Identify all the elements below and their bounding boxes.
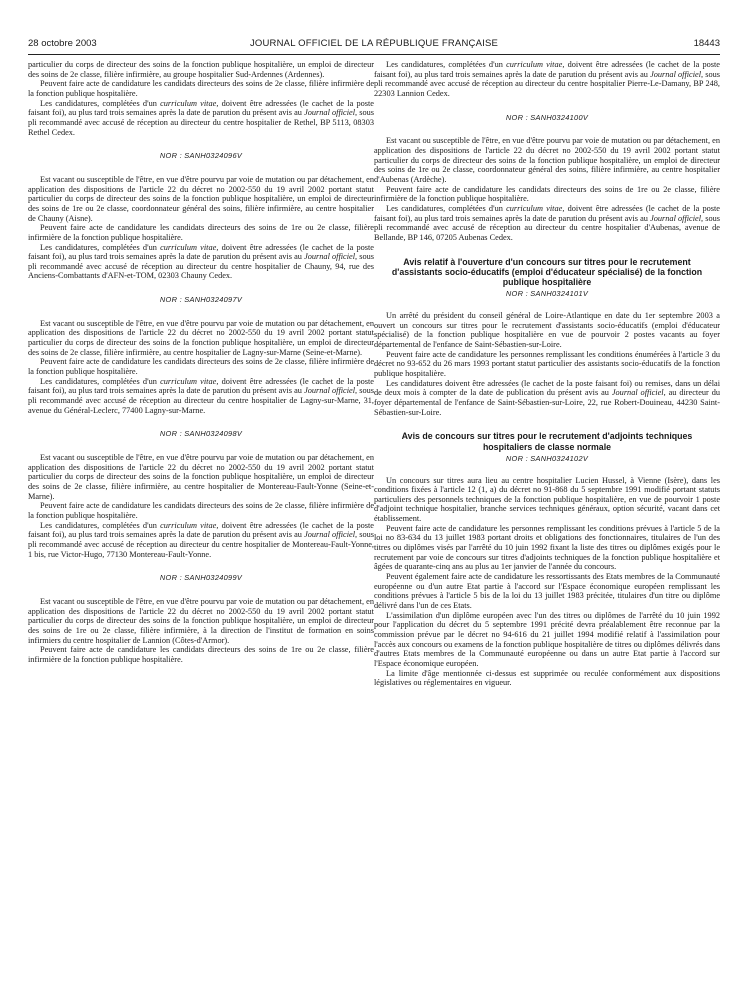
left-column	[28, 60, 374, 664]
notice-heading: Avis relatif à l'ouverture d'un concours sur titres pour le recrutement d'assistants socio-éducatifs (emploi d'éducateur spécialisé) de la fonction publique hospitalière	[391, 256, 703, 288]
nor-reference: NOR : SANH0324097V	[159, 295, 243, 305]
nor-reference: NOR : SANH0324099V	[159, 573, 243, 583]
paragraph: Les candidatures, complétées d'un curriculum vitae, doivent être adressées (le cachet de la poste faisant foi), au plus tard trois semaines après la date de parution du présent avis au Journal officiel, sous pli recommandé avec accusé de réception au directeur du centre hospitalier d'Aubenas, avenue de Bellande, BP 146, 07205 Aubenas Cedex.	[374, 203, 720, 242]
notice-heading: Avis de concours sur titres pour le recrutement d'adjoints techniques hospitaliers de classe normale	[401, 431, 693, 452]
paragraph: Peuvent faire acte de candidature les candidats directeurs des soins de 2e classe, filière infirmière de la fonction publique hospitalière.	[28, 79, 374, 98]
paragraph: Peuvent faire acte de candidature les candidats directeurs des soins de 2e classe, filière infirmière de la fonction publique hospitalière.	[28, 357, 374, 377]
paragraph: Peuvent également faire acte de candidature les ressortissants des Etats membres de la Communauté européenne ou d'un autre Etat partie à l'accord sur l'Espace économique européen remplissant les conditions prévues à l'article 5 bis de la loi du 13 juillet 1983 précitée, titulaires d'un titre ou diplôme délivré dans l'un de ces Etats.	[374, 572, 720, 611]
paragraph: Peuvent faire acte de candidature les personnes remplissant les conditions prévues à l'article 5 de la loi no 83-634 du 13 juillet 1983 portant droits et obligations des fonctionnaires, titulaires de l'un des titres ou diplômes visés par l'arrêté du 10 juin 1992 fixant la liste des titres ou diplômes exigés pour le recrutement par voie de concours sur titres d'adjoints techniques de la fonction publique hospitalière et âgées de quarante-cinq ans au plus au 1er janvier de l'année du concours.	[374, 523, 720, 572]
paragraph: Est vacant ou susceptible de l'être, en vue d'être pourvu par voie de mutation ou par détachement, en application des dispositions de l'article 22 du décret no 2002-550 du 19 avril 2002 portant statut particulier du corps de directeur des soins de la fonction publique hospitalière, un emploi de directeur des soins de 2e classe, filière infirmière, au centre hospitalier de Montereau-Fault-Yonne (Seine-et-Marne).	[28, 453, 374, 501]
paragraph: particulier du corps de directeur des soins de la fonction publique hospitalière, un emploi de directeur des soins de 2e classe, filière infirmière, au groupe hospitalier Sud-Ardennes (Ardennes).	[28, 60, 374, 79]
journal-title: JOURNAL OFFICIEL DE LA RÉPUBLIQUE FRANÇAISE	[249, 38, 499, 49]
paragraph: Est vacant ou susceptible de l'être, en vue d'être pourvu par voie de mutation ou par détachement, en application des dispositions de l'article 22 du décret no 2002-550 du 19 avril 2002 portant statut particulier du corps de directeur des soins de la fonction publique hospitalière, un emploi de directeur des soins de 1re ou 2e classe, coordonnateur général des soins, filière infirmière, au centre hospitalier de Chauny (Aisne).	[28, 174, 374, 223]
header-rule	[28, 54, 720, 55]
nor-reference: NOR : SANH0324102V	[505, 453, 589, 463]
paragraph: Les candidatures, complétées d'un curriculum vitae, doivent être adressées (le cachet de la poste faisant foi), au plus tard trois semaines après la date de parution du présent avis au Journal officiel, sous pli recommandé avec accusé de réception au directeur du centre hospitalier de Chauny, 94, rue des Anciens-Combattants d'AFN-et-TOM, 02303 Chauny Cedex.	[28, 242, 374, 281]
page-number: 18443	[693, 38, 720, 49]
paragraph: Est vacant ou susceptible de l'être, en vue d'être pourvu par voie de mutation ou par détachement, en application des dispositions de l'article 22 du décret no 2002-550 du 19 avril 2002 portant statut particulier du corps de directeur des soins de la fonction publique hospitalière, un emploi de directeur des soins de 1re ou 2e classe, filière infirmière, à la direction de l'institut de formation en soins infirmiers du centre hospitalier de Lannion (Côtes-d'Armor).	[28, 596, 374, 645]
nor-reference: NOR : SANH0324098V	[159, 429, 243, 439]
right-column	[374, 60, 720, 688]
paragraph: Les candidatures doivent être adressées (le cachet de la poste faisant foi) ou remises, dans un délai de deux mois à compter de la date de publication du présent avis au Journal officiel, au directeur du foyer départemental de l'enfance de Saint-Sébastien-sur-Loire, 22, rue Robert-Douineau, 44230 Saint-Sébastien-sur-Loire.	[374, 378, 720, 417]
paragraph: Peuvent faire acte de candidature les candidats directeurs des soins de 1re ou 2e classe, filière infirmière de la fonction publique hospitalière.	[28, 223, 374, 242]
paragraph: Peuvent faire acte de candidature les personnes remplissant les conditions énumérées à l'article 3 du décret no 93-652 du 26 mars 1993 portant statut particulier des assistants socio-éducatifs de la fonction publique hospitalière.	[374, 349, 720, 378]
nor-reference: NOR : SANH0324101V	[505, 289, 589, 299]
nor-reference: NOR : SANH0324096V	[159, 151, 243, 161]
paragraph: La limite d'âge mentionnée ci-dessus est supprimée ou reculée conformément aux dispositions législatives ou réglementaires en vigueur.	[374, 668, 720, 688]
paragraph: Est vacant ou susceptible de l'être, en vue d'être pourvu par voie de mutation ou par détachement, en application des dispositions de l'article 22 du décret no 2002-550 du 19 avril 2002 portant statut particulier du corps de directeur des soins de la fonction publique hospitalière, un emploi de directeur des soins de 1re ou 2e classe, coordonnateur général des soins, filière infirmière, au centre hospitalier d'Aubenas (Ardèche).	[374, 136, 720, 184]
paragraph: Est vacant ou susceptible de l'être, en vue d'être pourvu par voie de mutation ou par détachement, en application des dispositions de l'article 22 du décret no 2002-550 du 19 avril 2002 portant statut particulier du corps de directeur des soins de la fonction publique hospitalière, un emploi de directeur des soins de 2e classe, filière infirmière, au centre hospitalier de Lagny-sur-Marne (Seine-et-Marne).	[28, 318, 374, 357]
nor-reference: NOR : SANH0324100V	[505, 112, 589, 122]
paragraph: Peuvent faire acte de candidature les candidats directeurs des soins de 1re ou 2e classe, filière infirmière de la fonction publique hospitalière.	[28, 645, 374, 664]
paragraph: L'assimilation d'un diplôme européen avec l'un des titres ou diplômes de l'arrêté du 10 juin 1992 pour l'application du décret du 5 septembre 1991 précité devra préalablement être reconnue par la commission prévue par le décret no 94-616 du 21 juillet 1994 modifié relatif à l'assimilation pour l'accès aux concours ou examens de la fonction publique hospitalière de titres ou diplômes délivrés dans d'autres Etats membres de la Communauté européenne ou dans un autre Etat partie à l'accord sur l'Espace économique européen.	[374, 610, 720, 668]
paragraph: Un concours sur titres aura lieu au centre hospitalier Lucien Hussel, à Vienne (Isère), dans les conditions fixées à l'article 12 (1, a) du décret no 91-868 du 5 septembre 1991 modifié portant statuts particuliers des personnels techniques de la fonction publique hospitalière, en vue de pourvoir 1 poste d'adjoint technique hospitalier, branche services techniques généraux, option sécurité, vacant dans cet établissement.	[374, 475, 720, 524]
paragraph: Les candidatures, complétées d'un curriculum vitae, doivent être adressées (le cachet de la poste faisant foi), au plus tard trois semaines après la date de parution du présent avis au Journal officiel, sous pli recommandé avec accusé de réception au directeur du centre hospitalier de Montereau-Fault-Yonne, 1 bis, rue Victor-Hugo, 77130 Montereau-Fault-Yonne.	[28, 520, 374, 559]
paragraph: Les candidatures, complétées d'un curriculum vitae, doivent être adressées (le cachet de la poste faisant foi), au plus tard trois semaines après la date de parution du présent avis au Journal officiel, sous pli recommandé avec accusé de réception au directeur du centre hospitalier de Lagny-sur-Marne, 31, avenue du Général-Leclerc, 77400 Lagny-sur-Marne.	[28, 376, 374, 415]
header-date: 28 octobre 2003	[28, 38, 97, 49]
page-header	[28, 38, 720, 52]
paragraph: Les candidatures, complétées d'un curriculum vitae, doivent être adressées (le cachet de la poste faisant foi), au plus tard trois semaines après la date de parution du présent avis au Journal officiel, sous pli recommandé avec accusé de réception au directeur du centre hospitalier de Rethel, BP 5113, 08303 Rethel Cedex.	[28, 98, 374, 137]
paragraph: Peuvent faire acte de candidature les candidats directeurs des soins de 2e classe, filière infirmière de la fonction publique hospitalière.	[28, 501, 374, 520]
paragraph: Un arrêté du président du conseil général de Loire-Atlantique en date du 1er septembre 2003 a ouvert un concours sur titres pour le recrutement d'assistants socio-éducatifs (emploi d'éducateur spécialisé) de la fonction publique hospitalière en vue de pourvoir 2 postes vacants au foyer départemental de l'enfance de Saint-Sébastien-sur-Loire.	[374, 311, 720, 350]
paragraph: Les candidatures, complétées d'un curriculum vitae, doivent être adressées (le cachet de la poste faisant foi), au plus tard trois semaines après la date de parution du présent avis au Journal officiel, sous pli recommandé avec accusé de réception au directeur du centre hospitalier Pierre-Le-Damany, BP 248, 22303 Lannion Cedex.	[374, 60, 720, 98]
paragraph: Peuvent faire acte de candidature les candidats directeurs des soins de 1re ou 2e classe, filière infirmière de la fonction publique hospitalière.	[374, 184, 720, 204]
